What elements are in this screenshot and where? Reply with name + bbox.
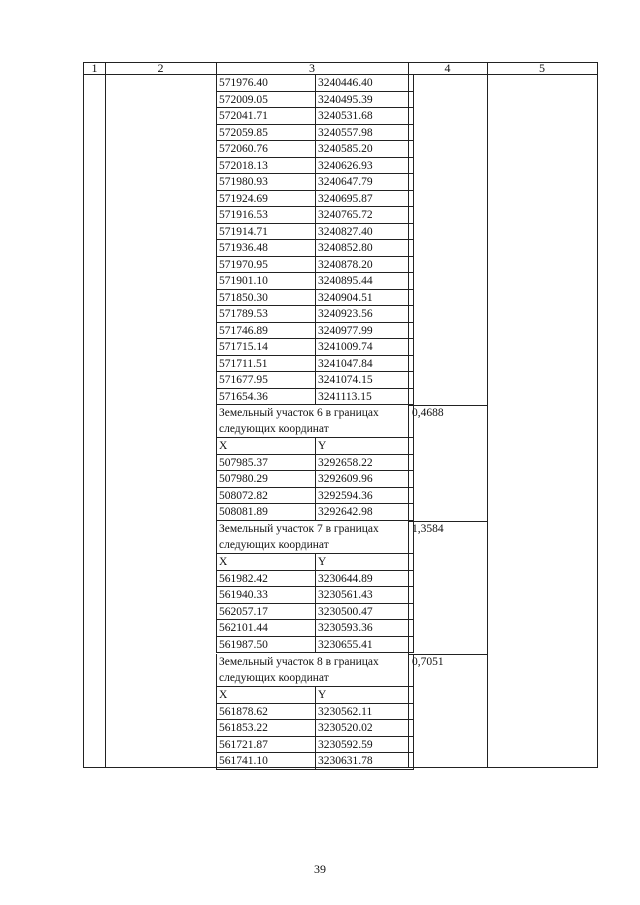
x-cell: 561982.42 <box>216 571 315 588</box>
y-cell: 3292594.36 <box>315 488 414 505</box>
x-cell: 561853.22 <box>216 720 315 737</box>
table-row <box>216 571 414 588</box>
x-cell: 571850.30 <box>216 290 315 307</box>
table-row <box>216 306 414 323</box>
y-cell: 3240765.72 <box>315 207 414 224</box>
table-row <box>216 471 414 488</box>
y-column-label: Y <box>315 438 414 455</box>
table-row <box>216 704 414 721</box>
table-row <box>216 389 414 406</box>
x-cell: 572060.76 <box>216 141 315 158</box>
x-cell: 561741.10 <box>216 753 315 770</box>
x-cell: 571654.36 <box>216 389 315 406</box>
plot-heading: Земельный участок 6 в границах следующих координат <box>216 405 414 438</box>
table-row <box>216 587 414 604</box>
y-cell: 3241074.15 <box>315 372 414 389</box>
y-cell: 3230561.43 <box>315 587 414 604</box>
table-row <box>216 290 414 307</box>
y-cell: 3240923.56 <box>315 306 414 323</box>
x-cell: 572059.85 <box>216 125 315 142</box>
y-cell: 3240495.39 <box>315 92 414 109</box>
x-cell: 571789.53 <box>216 306 315 323</box>
y-cell: 3230500.47 <box>315 604 414 621</box>
table-row <box>216 455 414 472</box>
y-cell: 3240626.93 <box>315 158 414 175</box>
table-row <box>216 356 414 373</box>
plot-heading: Земельный участок 8 в границах следующих координат <box>216 654 414 687</box>
column-header-4: 4 <box>408 62 488 75</box>
x-cell: 571980.93 <box>216 174 315 191</box>
table-row <box>216 273 414 290</box>
y-cell: 3230644.89 <box>315 571 414 588</box>
y-cell: 3240557.98 <box>315 125 414 142</box>
x-cell: 571914.71 <box>216 224 315 241</box>
col-border-4-5 <box>487 75 488 768</box>
column-header-3: 3 <box>216 62 409 75</box>
table-row <box>216 504 414 521</box>
x-cell: 571970.95 <box>216 257 315 274</box>
x-cell: 561987.50 <box>216 637 315 654</box>
x-cell: 562101.44 <box>216 620 315 637</box>
y-cell: 3240827.40 <box>315 224 414 241</box>
table-row <box>216 488 414 505</box>
table-row <box>216 207 414 224</box>
table-row <box>216 75 414 92</box>
x-cell: 571936.48 <box>216 240 315 257</box>
x-column-label: X <box>216 438 315 455</box>
x-column-label: X <box>216 687 315 704</box>
y-cell: 3292658.22 <box>315 455 414 472</box>
x-cell: 507980.29 <box>216 471 315 488</box>
table-row <box>216 372 414 389</box>
col-border-1 <box>105 75 106 768</box>
column-header-5: 5 <box>487 62 598 75</box>
x-cell: 507985.37 <box>216 455 315 472</box>
table-row <box>216 125 414 142</box>
coordinate-header-row <box>216 687 414 704</box>
x-cell: 571924.69 <box>216 191 315 208</box>
table-row <box>216 323 414 340</box>
table-bottom-border <box>83 767 598 768</box>
x-cell: 572018.13 <box>216 158 315 175</box>
x-column-label: X <box>216 554 315 571</box>
y-cell: 3240977.99 <box>315 323 414 340</box>
table-row <box>216 191 414 208</box>
x-cell: 572041.71 <box>216 108 315 125</box>
coordinate-header-row <box>216 438 414 455</box>
y-cell: 3230655.41 <box>315 637 414 654</box>
y-cell: 3240585.20 <box>315 141 414 158</box>
y-cell: 3240878.20 <box>315 257 414 274</box>
x-cell: 571901.10 <box>216 273 315 290</box>
y-cell: 3240446.40 <box>315 75 414 92</box>
y-cell: 3241009.74 <box>315 339 414 356</box>
y-cell: 3230631.78 <box>315 753 414 770</box>
y-cell: 3230592.59 <box>315 737 414 754</box>
table-row <box>216 737 414 754</box>
table-row <box>216 339 414 356</box>
table-row <box>216 92 414 109</box>
y-column-label: Y <box>315 554 414 571</box>
y-cell: 3240531.68 <box>315 108 414 125</box>
plot-8-area: 0,7051 <box>412 656 444 668</box>
table-row <box>216 108 414 125</box>
plot-7-area: 1,3584 <box>412 523 444 535</box>
y-cell: 3240695.87 <box>315 191 414 208</box>
x-cell: 571711.51 <box>216 356 315 373</box>
y-cell: 3230593.36 <box>315 620 414 637</box>
x-cell: 561940.33 <box>216 587 315 604</box>
y-cell: 3230520.02 <box>315 720 414 737</box>
y-cell: 3292642.98 <box>315 504 414 521</box>
y-cell: 3292609.96 <box>315 471 414 488</box>
table-row <box>216 174 414 191</box>
column-header-1: 1 <box>83 62 106 75</box>
y-cell: 3241113.15 <box>315 389 414 406</box>
x-cell: 571715.14 <box>216 339 315 356</box>
x-cell: 561878.62 <box>216 704 315 721</box>
col-border-right <box>597 75 598 768</box>
x-cell: 562057.17 <box>216 604 315 621</box>
table-row <box>216 720 414 737</box>
x-cell: 571976.40 <box>216 75 315 92</box>
x-cell: 571677.95 <box>216 372 315 389</box>
x-cell: 508072.82 <box>216 488 315 505</box>
table-row <box>216 224 414 241</box>
col-border-left <box>83 75 84 768</box>
x-cell: 571916.53 <box>216 207 315 224</box>
x-cell: 561721.87 <box>216 737 315 754</box>
y-cell: 3240895.44 <box>315 273 414 290</box>
table-row <box>216 620 414 637</box>
x-cell: 571746.89 <box>216 323 315 340</box>
x-cell: 508081.89 <box>216 504 315 521</box>
table-row <box>216 257 414 274</box>
y-cell: 3241047.84 <box>315 356 414 373</box>
y-cell: 3240904.51 <box>315 290 414 307</box>
table-row <box>216 158 414 175</box>
page-number: 39 <box>314 862 326 876</box>
plot-heading: Земельный участок 7 в границах следующих координат <box>216 521 414 554</box>
table-row <box>216 604 414 621</box>
table-row <box>216 141 414 158</box>
column-header-2: 2 <box>105 62 217 75</box>
y-column-label: Y <box>315 687 414 704</box>
coordinate-header-row <box>216 554 414 571</box>
table-row <box>216 637 414 654</box>
y-cell: 3240647.79 <box>315 174 414 191</box>
x-cell: 572009.05 <box>216 92 315 109</box>
y-cell: 3230562.11 <box>315 704 414 721</box>
plot-6-area: 0,4688 <box>412 407 444 419</box>
table-row <box>216 240 414 257</box>
y-cell: 3240852.80 <box>315 240 414 257</box>
